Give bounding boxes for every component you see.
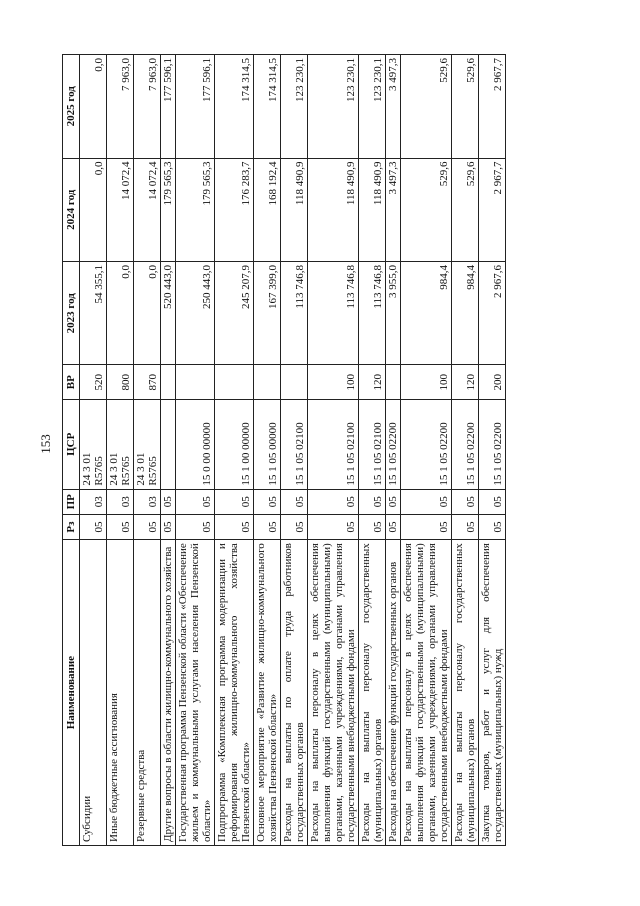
cell-2024: 14 072,4 bbox=[134, 158, 161, 261]
cell-2023: 245 207,9 bbox=[215, 262, 254, 365]
cell-2023: 250 443,0 bbox=[176, 262, 215, 365]
cell-rz: 05 bbox=[401, 514, 452, 539]
cell-rz: 05 bbox=[479, 514, 506, 539]
cell-name: Расходы на выплаты персоналу государственных (муниципальных) органов bbox=[452, 540, 479, 846]
cell-2025: 0,0 bbox=[80, 55, 107, 159]
cell-csr: 15 1 05 02200 bbox=[401, 399, 452, 489]
cell-rz: 05 bbox=[254, 514, 281, 539]
cell-rz: 05 bbox=[80, 514, 107, 539]
cell-vr bbox=[215, 365, 254, 399]
cell-2025: 7 963,0 bbox=[134, 55, 161, 159]
cell-name: Основное мероприятие «Развитие жилищно-коммунального хозяйства Пензенской области» bbox=[254, 540, 281, 846]
table-row bbox=[254, 55, 281, 846]
cell-2025: 529,6 bbox=[452, 55, 479, 159]
cell-vr bbox=[176, 365, 215, 399]
header-pr: ПР bbox=[63, 489, 80, 514]
cell-2024: 2 967,7 bbox=[479, 158, 506, 261]
cell-name: Другие вопросы в области жилищно-коммунального хозяйства bbox=[161, 540, 176, 846]
cell-csr: 15 0 00 00000 bbox=[176, 399, 215, 489]
cell-2024: 179 565,3 bbox=[161, 158, 176, 261]
table-body bbox=[80, 55, 506, 846]
cell-pr: 05 bbox=[161, 489, 176, 514]
cell-2025: 123 230,1 bbox=[359, 55, 386, 159]
cell-2023: 167 399,0 bbox=[254, 262, 281, 365]
table-row bbox=[359, 55, 386, 846]
cell-name: Иные бюджетные ассигнования bbox=[107, 540, 134, 846]
cell-2025: 174 314,5 bbox=[254, 55, 281, 159]
cell-pr: 05 bbox=[176, 489, 215, 514]
cell-name: Закупка товаров, работ и услуг для обеспечения государственных (муниципальных) нужд bbox=[479, 540, 506, 846]
cell-2023: 0,0 bbox=[107, 262, 134, 365]
cell-name: Государственная программа Пензенской области «Обеспечение жильем и коммунальными услугами населения Пензенской области» bbox=[176, 540, 215, 846]
cell-csr: 24 3 01 R5765 bbox=[80, 399, 107, 489]
header-rz: Рз bbox=[63, 514, 80, 539]
rotated-page-content bbox=[62, 54, 574, 846]
cell-csr: 15 1 00 00000 bbox=[215, 399, 254, 489]
cell-vr bbox=[281, 365, 308, 399]
cell-2025: 7 963,0 bbox=[107, 55, 134, 159]
cell-2025: 529,6 bbox=[401, 55, 452, 159]
cell-vr: 200 bbox=[479, 365, 506, 399]
cell-vr: 100 bbox=[401, 365, 452, 399]
header-name: Наименование bbox=[63, 540, 80, 846]
table-row bbox=[134, 55, 161, 846]
cell-name: Расходы на обеспечение функций государственных органов bbox=[386, 540, 401, 846]
cell-name: Расходы на выплаты персоналу государственных (муниципальных) органов bbox=[359, 540, 386, 846]
cell-2024: 14 072,4 bbox=[107, 158, 134, 261]
cell-pr: 05 bbox=[386, 489, 401, 514]
cell-rz: 05 bbox=[359, 514, 386, 539]
cell-2024: 3 497,3 bbox=[386, 158, 401, 261]
cell-rz: 05 bbox=[134, 514, 161, 539]
cell-pr: 05 bbox=[401, 489, 452, 514]
cell-csr: 15 1 05 02100 bbox=[308, 399, 359, 489]
cell-2024: 0,0 bbox=[80, 158, 107, 261]
cell-csr: 15 1 05 02200 bbox=[479, 399, 506, 489]
cell-csr bbox=[161, 399, 176, 489]
cell-rz: 05 bbox=[281, 514, 308, 539]
cell-pr: 05 bbox=[479, 489, 506, 514]
cell-vr: 800 bbox=[107, 365, 134, 399]
cell-pr: 05 bbox=[281, 489, 308, 514]
cell-2023: 984,4 bbox=[452, 262, 479, 365]
cell-rz: 05 bbox=[452, 514, 479, 539]
cell-vr bbox=[254, 365, 281, 399]
table-row bbox=[80, 55, 107, 846]
cell-name: Расходы на выплаты персоналу в целях обеспечения выполнения функций государственными (муниципальными) органами, казенными учреждениями, органами управления государственными внебюджетными фондами bbox=[401, 540, 452, 846]
cell-rz: 05 bbox=[107, 514, 134, 539]
table-row bbox=[386, 55, 401, 846]
cell-2024: 529,6 bbox=[452, 158, 479, 261]
cell-2025: 177 596,1 bbox=[161, 55, 176, 159]
cell-pr: 05 bbox=[215, 489, 254, 514]
cell-2023: 54 355,1 bbox=[80, 262, 107, 365]
header-2025: 2025 год bbox=[63, 55, 80, 159]
cell-vr: 870 bbox=[134, 365, 161, 399]
cell-2024: 529,6 bbox=[401, 158, 452, 261]
cell-2024: 179 565,3 bbox=[176, 158, 215, 261]
cell-rz: 05 bbox=[215, 514, 254, 539]
cell-csr: 24 3 01 R5765 bbox=[107, 399, 134, 489]
table-row bbox=[452, 55, 479, 846]
cell-csr: 15 1 05 00000 bbox=[254, 399, 281, 489]
cell-rz: 05 bbox=[176, 514, 215, 539]
cell-2023: 113 746,8 bbox=[308, 262, 359, 365]
cell-2025: 2 967,7 bbox=[479, 55, 506, 159]
cell-2025: 123 230,1 bbox=[281, 55, 308, 159]
cell-pr: 05 bbox=[452, 489, 479, 514]
header-2023: 2023 год bbox=[63, 262, 80, 365]
cell-name: Резервные средства bbox=[134, 540, 161, 846]
cell-2024: 176 283,7 bbox=[215, 158, 254, 261]
cell-vr: 120 bbox=[452, 365, 479, 399]
cell-vr: 520 bbox=[80, 365, 107, 399]
table-row bbox=[161, 55, 176, 846]
cell-2023: 113 746,8 bbox=[359, 262, 386, 365]
cell-2025: 123 230,1 bbox=[308, 55, 359, 159]
cell-name: Субсидии bbox=[80, 540, 107, 846]
table-row bbox=[215, 55, 254, 846]
table-row bbox=[107, 55, 134, 846]
table-row bbox=[281, 55, 308, 846]
cell-vr: 100 bbox=[308, 365, 359, 399]
cell-rz: 05 bbox=[308, 514, 359, 539]
cell-name: Расходы на выплаты по оплате труда работников государственных органов bbox=[281, 540, 308, 846]
cell-2023: 113 746,8 bbox=[281, 262, 308, 365]
cell-2024: 118 490,9 bbox=[281, 158, 308, 261]
cell-2023: 0,0 bbox=[134, 262, 161, 365]
cell-2025: 174 314,5 bbox=[215, 55, 254, 159]
cell-pr: 03 bbox=[107, 489, 134, 514]
cell-pr: 03 bbox=[134, 489, 161, 514]
cell-2024: 168 192,4 bbox=[254, 158, 281, 261]
cell-rz: 05 bbox=[386, 514, 401, 539]
cell-rz: 05 bbox=[161, 514, 176, 539]
cell-2024: 118 490,9 bbox=[359, 158, 386, 261]
cell-2025: 3 497,3 bbox=[386, 55, 401, 159]
cell-2023: 520 443,0 bbox=[161, 262, 176, 365]
cell-pr: 05 bbox=[254, 489, 281, 514]
cell-csr: 15 1 05 02100 bbox=[359, 399, 386, 489]
cell-csr: 15 1 05 02100 bbox=[281, 399, 308, 489]
table-row bbox=[308, 55, 359, 846]
cell-name: Подпрограмма «Комплексная программа модернизации и реформирования жилищно-коммунального хозяйства Пензенской области» bbox=[215, 540, 254, 846]
cell-vr: 120 bbox=[359, 365, 386, 399]
cell-2025: 177 596,1 bbox=[176, 55, 215, 159]
header-vr: ВР bbox=[63, 365, 80, 399]
cell-vr bbox=[161, 365, 176, 399]
cell-csr: 24 3 01 R5765 bbox=[134, 399, 161, 489]
cell-csr: 15 1 05 02200 bbox=[452, 399, 479, 489]
cell-pr: 03 bbox=[80, 489, 107, 514]
cell-name: Расходы на выплаты персоналу в целях обеспечения выполнения функций государственными (муниципальными) органами, казенными учреждениями, органами управления государственными внебюджетными фондами bbox=[308, 540, 359, 846]
cell-2023: 984,4 bbox=[401, 262, 452, 365]
header-2024: 2024 год bbox=[63, 158, 80, 261]
page-number: 153 bbox=[37, 434, 53, 454]
cell-2023: 2 967,6 bbox=[479, 262, 506, 365]
table-header-row bbox=[63, 55, 80, 846]
cell-2024: 118 490,9 bbox=[308, 158, 359, 261]
table-row bbox=[176, 55, 215, 846]
cell-pr: 05 bbox=[308, 489, 359, 514]
cell-2023: 3 955,0 bbox=[386, 262, 401, 365]
table-row bbox=[479, 55, 506, 846]
cell-vr bbox=[386, 365, 401, 399]
header-csr: ЦСР bbox=[63, 399, 80, 489]
cell-csr: 15 1 05 02200 bbox=[386, 399, 401, 489]
budget-table bbox=[62, 54, 506, 846]
table-row bbox=[401, 55, 452, 846]
cell-pr: 05 bbox=[359, 489, 386, 514]
